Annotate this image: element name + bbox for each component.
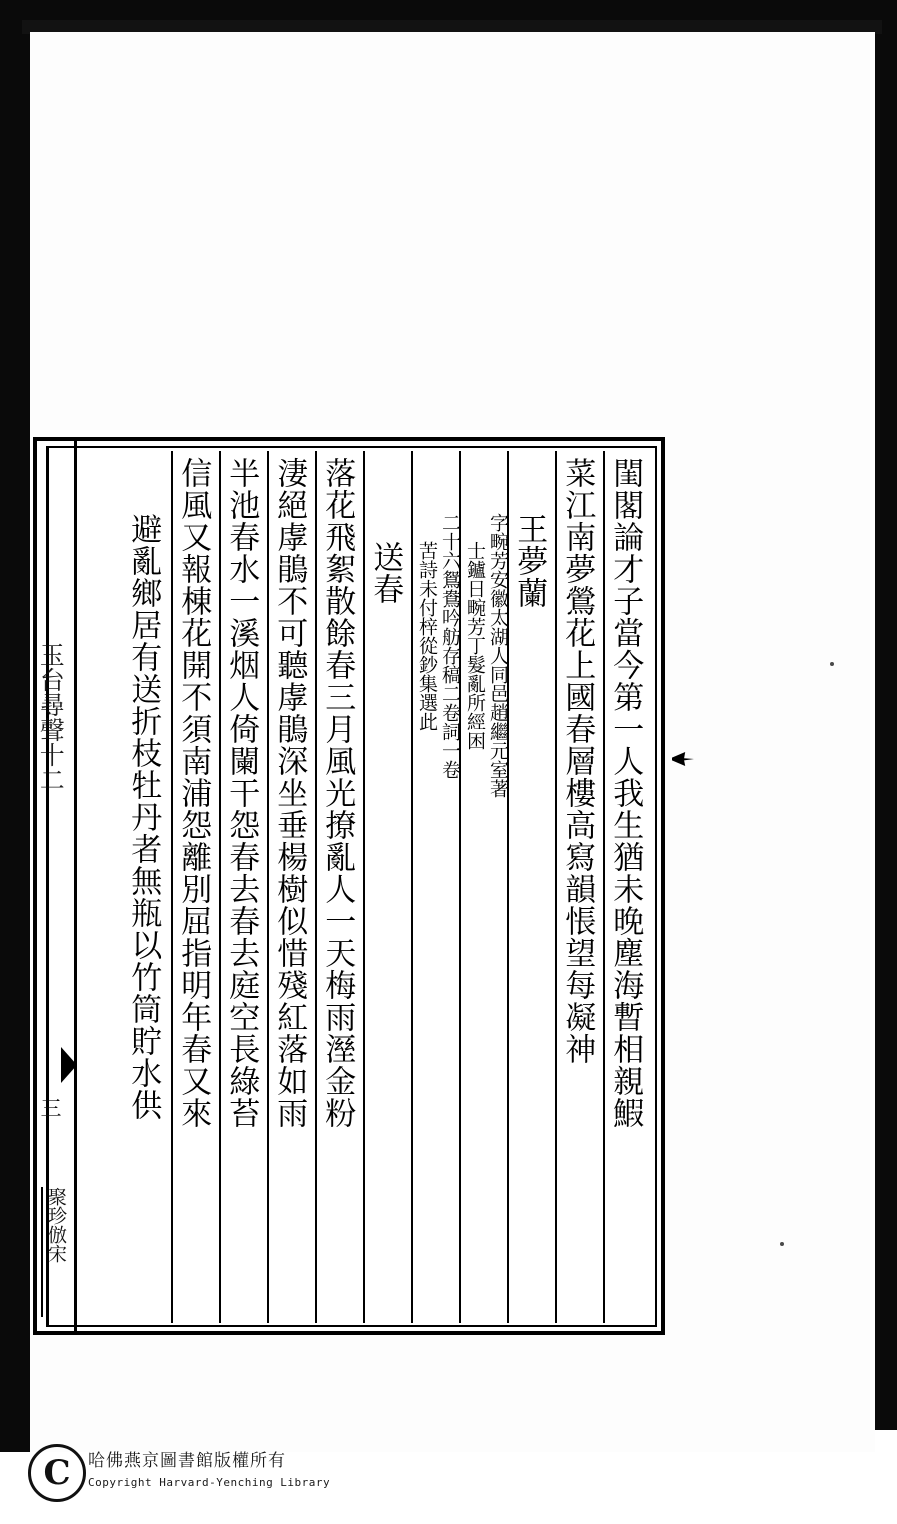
text-column [123, 451, 171, 1323]
column-text: 避亂鄉居有送折枝牡丹者無瓶以竹筒貯水供 [125, 513, 162, 1121]
spine-publisher: 聚珍倣宋 [41, 1187, 65, 1317]
text-column [555, 451, 603, 1323]
double-column-annotation [413, 457, 459, 1323]
text-column-annotation [411, 451, 459, 1323]
spine-page-number: 三 [38, 1097, 62, 1118]
printed-text-block [33, 437, 665, 1335]
annotation-left: 苦詩未付梓從鈔集選此 [416, 541, 438, 731]
text-columns [53, 451, 651, 1323]
text-column [267, 451, 315, 1323]
text-column [219, 451, 267, 1323]
column-text: 閨閣論才子當今第一人我生猶未晚塵海暫相親鰕 [607, 457, 644, 1129]
text-column [171, 451, 219, 1323]
text-column [603, 451, 651, 1323]
column-text: 落花飛絮散餘春三月風光撩亂人一天梅雨溼金粉 [319, 457, 356, 1129]
annotation-right: 二十六鴛鴦吟舫存稿二卷詞一卷 [439, 513, 461, 779]
annotation-left: 士鑪日畹芳丁髮亂所經困 [464, 541, 486, 750]
column-text: 信風又報棟花開不須南浦怨離別屈指明年春又來 [175, 457, 212, 1129]
scan-border-left [0, 0, 30, 1524]
book-spine-band [33, 437, 77, 1335]
column-text: 半池春水一溪烟人倚闌干怨春去春去庭空長綠苔 [223, 457, 260, 1129]
double-column-annotation [461, 457, 507, 1323]
text-column-annotation [459, 451, 507, 1323]
stamp-chinese-text: 哈佛燕京圖書館版權所有 [88, 1451, 286, 1471]
text-column [363, 451, 411, 1323]
ink-speck [780, 1242, 784, 1246]
column-text: 送春 [367, 541, 404, 605]
column-text: 菜江南夢鶯花上國春層樓高寫韻悵望每凝神 [559, 457, 596, 1065]
text-column [507, 451, 555, 1323]
annotation-right: 字畹芳安徽太湖人同邑趙繼元室著 [487, 513, 509, 798]
column-text: 淒絕虖鵑不可聽虖鵑深坐垂楊樹似惜殘紅落如雨 [271, 457, 308, 1129]
library-copyright-stamp [18, 1436, 348, 1512]
column-text: 王夢蘭 [511, 513, 548, 609]
stamp-english-text: Copyright Harvard-Yenching Library [88, 1476, 331, 1489]
copyright-mark-icon: C [28, 1444, 86, 1502]
spine-title: 玉台尋聲十二 [36, 642, 66, 792]
text-column [315, 451, 363, 1323]
ink-speck [830, 662, 834, 666]
fishtail-mark-icon [61, 1047, 77, 1083]
